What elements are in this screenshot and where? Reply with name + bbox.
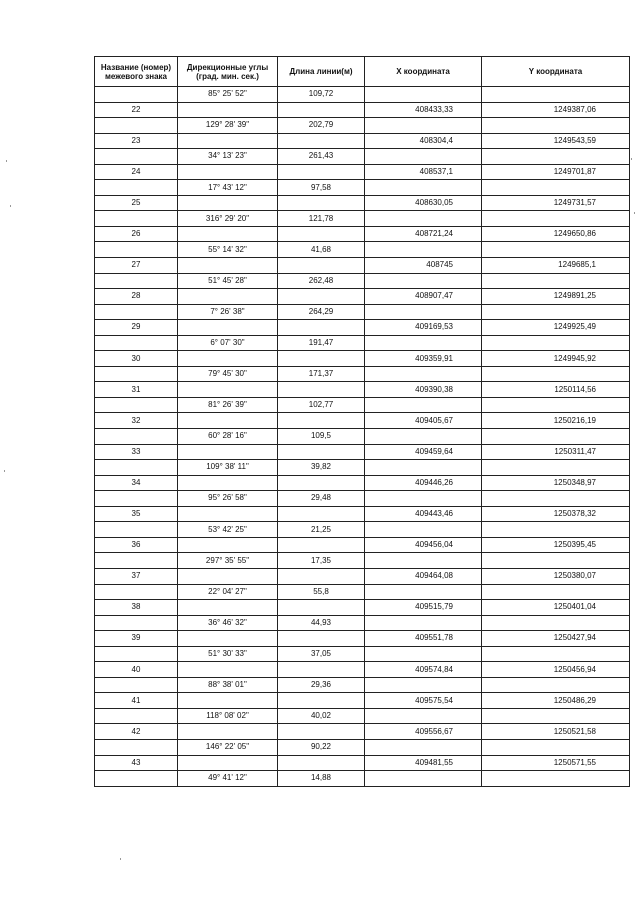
point-row [95, 537, 630, 553]
empty-cell [365, 584, 482, 600]
empty-cell [278, 164, 365, 180]
length-cell: 121,78 [278, 211, 365, 227]
point-name-cell: 33 [95, 444, 178, 460]
point-row [95, 258, 630, 274]
x-coordinate-cell: 408537,1 [365, 164, 482, 180]
y-coordinate-cell: 1250571,55 [482, 755, 630, 771]
angle-cell: 51° 45' 28" [178, 273, 278, 289]
empty-cell [178, 537, 278, 553]
segment-row [95, 366, 630, 382]
x-coordinate-cell: 408304,4 [365, 133, 482, 149]
angle-cell: 79° 45' 30" [178, 366, 278, 382]
angle-cell: 53° 42' 25" [178, 522, 278, 538]
y-coordinate-cell: 1249387,06 [482, 102, 630, 118]
empty-cell [278, 351, 365, 367]
length-cell: 109,72 [278, 87, 365, 103]
header-length: Длина линии(м) [278, 57, 365, 87]
segment-row [95, 522, 630, 538]
empty-cell [482, 397, 630, 413]
empty-cell [482, 366, 630, 382]
empty-cell [365, 739, 482, 755]
point-row [95, 351, 630, 367]
point-row [95, 102, 630, 118]
empty-cell [95, 491, 178, 507]
point-row [95, 506, 630, 522]
empty-cell [95, 522, 178, 538]
point-name-cell: 26 [95, 226, 178, 242]
segment-row [95, 242, 630, 258]
empty-cell [482, 242, 630, 258]
point-row [95, 662, 630, 678]
empty-cell [365, 491, 482, 507]
length-cell: 41,68 [278, 242, 365, 258]
empty-cell [278, 382, 365, 398]
empty-cell [95, 366, 178, 382]
empty-cell [278, 102, 365, 118]
empty-cell [178, 320, 278, 336]
y-coordinate-cell: 1250395,45 [482, 537, 630, 553]
angle-cell: 36° 46' 32" [178, 615, 278, 631]
point-row [95, 289, 630, 305]
segment-row [95, 615, 630, 631]
empty-cell [95, 304, 178, 320]
length-cell: 191,47 [278, 335, 365, 351]
x-coordinate-cell: 409459,64 [365, 444, 482, 460]
segment-row [95, 771, 630, 787]
empty-cell [95, 149, 178, 165]
empty-cell [278, 475, 365, 491]
segment-row [95, 708, 630, 724]
length-cell: 55,8 [278, 584, 365, 600]
empty-cell [365, 335, 482, 351]
x-coordinate-cell: 408721,24 [365, 226, 482, 242]
x-coordinate-cell: 408433,33 [365, 102, 482, 118]
length-cell: 21,25 [278, 522, 365, 538]
point-row [95, 382, 630, 398]
table-header-row [95, 57, 630, 87]
scan-speck [120, 858, 121, 860]
y-coordinate-cell: 1250456,94 [482, 662, 630, 678]
empty-cell [365, 87, 482, 103]
point-row [95, 600, 630, 616]
empty-cell [278, 506, 365, 522]
empty-cell [278, 724, 365, 740]
empty-cell [95, 335, 178, 351]
empty-cell [95, 118, 178, 134]
segment-row [95, 739, 630, 755]
empty-cell [95, 615, 178, 631]
empty-cell [95, 646, 178, 662]
empty-cell [365, 460, 482, 476]
point-name-cell: 29 [95, 320, 178, 336]
y-coordinate-cell: 1250216,19 [482, 413, 630, 429]
length-cell: 97,58 [278, 180, 365, 196]
empty-cell [178, 164, 278, 180]
empty-cell [278, 600, 365, 616]
length-cell: 102,77 [278, 397, 365, 413]
empty-cell [95, 708, 178, 724]
segment-row [95, 646, 630, 662]
empty-cell [178, 258, 278, 274]
scan-speck [631, 158, 632, 160]
angle-cell: 49° 41' 12" [178, 771, 278, 787]
empty-cell [365, 615, 482, 631]
empty-cell [178, 289, 278, 305]
empty-cell [278, 195, 365, 211]
point-name-cell: 27 [95, 258, 178, 274]
y-coordinate-cell: 1249945,92 [482, 351, 630, 367]
empty-cell [178, 568, 278, 584]
angle-cell: 34° 13' 23" [178, 149, 278, 165]
y-coordinate-cell: 1249731,57 [482, 195, 630, 211]
point-row [95, 444, 630, 460]
empty-cell [482, 739, 630, 755]
empty-cell [482, 677, 630, 693]
empty-cell [278, 133, 365, 149]
survey-table [94, 56, 630, 787]
segment-row [95, 180, 630, 196]
x-coordinate-cell: 409575,54 [365, 693, 482, 709]
y-coordinate-cell: 1250380,07 [482, 568, 630, 584]
empty-cell [178, 351, 278, 367]
empty-cell [178, 133, 278, 149]
empty-cell [365, 211, 482, 227]
segment-row [95, 118, 630, 134]
length-cell: 14,88 [278, 771, 365, 787]
angle-cell: 297° 35' 55" [178, 553, 278, 569]
y-coordinate-cell: 1250378,32 [482, 506, 630, 522]
empty-cell [482, 584, 630, 600]
empty-cell [482, 615, 630, 631]
empty-cell [178, 600, 278, 616]
x-coordinate-cell: 409515,79 [365, 600, 482, 616]
length-cell: 264,29 [278, 304, 365, 320]
length-cell: 261,43 [278, 149, 365, 165]
empty-cell [95, 242, 178, 258]
length-cell: 44,93 [278, 615, 365, 631]
angle-cell: 55° 14' 32" [178, 242, 278, 258]
angle-cell: 7° 26' 38" [178, 304, 278, 320]
point-row [95, 195, 630, 211]
y-coordinate-cell: 1250486,29 [482, 693, 630, 709]
point-row [95, 226, 630, 242]
y-coordinate-cell: 1249701,87 [482, 164, 630, 180]
segment-row [95, 491, 630, 507]
empty-cell [95, 211, 178, 227]
empty-cell [95, 460, 178, 476]
segment-row [95, 584, 630, 600]
segment-row [95, 211, 630, 227]
length-cell: 29,48 [278, 491, 365, 507]
point-row [95, 755, 630, 771]
segment-row [95, 304, 630, 320]
y-coordinate-cell: 1250311,47 [482, 444, 630, 460]
length-cell: 90,22 [278, 739, 365, 755]
x-coordinate-cell: 409574,84 [365, 662, 482, 678]
empty-cell [482, 273, 630, 289]
empty-cell [482, 118, 630, 134]
length-cell: 171,37 [278, 366, 365, 382]
empty-cell [482, 335, 630, 351]
x-coordinate-cell: 409169,53 [365, 320, 482, 336]
empty-cell [482, 491, 630, 507]
empty-cell [482, 460, 630, 476]
empty-cell [278, 320, 365, 336]
empty-cell [278, 537, 365, 553]
point-row [95, 133, 630, 149]
angle-cell: 85° 25' 52" [178, 87, 278, 103]
point-row [95, 693, 630, 709]
x-coordinate-cell: 409359,91 [365, 351, 482, 367]
empty-cell [365, 553, 482, 569]
length-cell: 39,82 [278, 460, 365, 476]
empty-cell [482, 149, 630, 165]
empty-cell [278, 413, 365, 429]
empty-cell [95, 677, 178, 693]
x-coordinate-cell: 408630,05 [365, 195, 482, 211]
angle-cell: 316° 29' 20" [178, 211, 278, 227]
empty-cell [365, 118, 482, 134]
y-coordinate-cell: 1250521,58 [482, 724, 630, 740]
x-coordinate-cell: 409551,78 [365, 631, 482, 647]
segment-row [95, 335, 630, 351]
x-coordinate-cell: 409556,67 [365, 724, 482, 740]
empty-cell [482, 87, 630, 103]
empty-cell [365, 708, 482, 724]
empty-cell [95, 397, 178, 413]
table-body [95, 87, 630, 787]
empty-cell [365, 522, 482, 538]
empty-cell [482, 646, 630, 662]
empty-cell [482, 304, 630, 320]
empty-cell [482, 553, 630, 569]
empty-cell [95, 553, 178, 569]
point-row [95, 568, 630, 584]
empty-cell [482, 180, 630, 196]
y-coordinate-cell: 1249650,86 [482, 226, 630, 242]
point-name-cell: 28 [95, 289, 178, 305]
point-name-cell: 25 [95, 195, 178, 211]
point-name-cell: 32 [95, 413, 178, 429]
empty-cell [95, 771, 178, 787]
segment-row [95, 273, 630, 289]
y-coordinate-cell: 1249543,59 [482, 133, 630, 149]
length-cell: 202,79 [278, 118, 365, 134]
empty-cell [365, 646, 482, 662]
empty-cell [178, 444, 278, 460]
angle-cell: 88° 38' 01" [178, 677, 278, 693]
empty-cell [178, 662, 278, 678]
length-cell: 37,05 [278, 646, 365, 662]
angle-cell: 95° 26' 58" [178, 491, 278, 507]
empty-cell [278, 631, 365, 647]
empty-cell [95, 584, 178, 600]
y-coordinate-cell: 1250401,04 [482, 600, 630, 616]
angle-cell: 51° 30' 33" [178, 646, 278, 662]
point-name-cell: 43 [95, 755, 178, 771]
segment-row [95, 460, 630, 476]
x-coordinate-cell: 409456,04 [365, 537, 482, 553]
empty-cell [365, 180, 482, 196]
empty-cell [482, 771, 630, 787]
empty-cell [482, 211, 630, 227]
x-coordinate-cell: 408745 [365, 258, 482, 274]
angle-cell: 81° 26' 39" [178, 397, 278, 413]
y-coordinate-cell: 1249891,25 [482, 289, 630, 305]
segment-row [95, 87, 630, 103]
empty-cell [278, 568, 365, 584]
length-cell: 262,48 [278, 273, 365, 289]
empty-cell [178, 102, 278, 118]
empty-cell [482, 429, 630, 445]
point-row [95, 413, 630, 429]
angle-cell: 109° 38' 11" [178, 460, 278, 476]
point-row [95, 631, 630, 647]
x-coordinate-cell: 409405,67 [365, 413, 482, 429]
segment-row [95, 429, 630, 445]
scan-speck [10, 205, 11, 207]
header-angle: Дирекционные углы (град. мин. сек.) [178, 57, 278, 87]
empty-cell [178, 506, 278, 522]
empty-cell [365, 304, 482, 320]
empty-cell [365, 397, 482, 413]
point-name-cell: 22 [95, 102, 178, 118]
point-row [95, 724, 630, 740]
point-name-cell: 36 [95, 537, 178, 553]
empty-cell [365, 149, 482, 165]
point-name-cell: 23 [95, 133, 178, 149]
angle-cell: 146° 22' 05" [178, 739, 278, 755]
empty-cell [178, 382, 278, 398]
point-name-cell: 31 [95, 382, 178, 398]
point-name-cell: 30 [95, 351, 178, 367]
point-name-cell: 41 [95, 693, 178, 709]
header-y: Y координата [482, 57, 630, 87]
length-cell: 109,5 [278, 429, 365, 445]
empty-cell [482, 522, 630, 538]
y-coordinate-cell: 1249685,1 [482, 258, 630, 274]
empty-cell [178, 195, 278, 211]
header-x: X координата [365, 57, 482, 87]
point-name-cell: 42 [95, 724, 178, 740]
empty-cell [178, 226, 278, 242]
empty-cell [178, 413, 278, 429]
x-coordinate-cell: 409443,46 [365, 506, 482, 522]
point-name-cell: 24 [95, 164, 178, 180]
y-coordinate-cell: 1250114,56 [482, 382, 630, 398]
empty-cell [178, 755, 278, 771]
point-row [95, 475, 630, 491]
segment-row [95, 397, 630, 413]
point-name-cell: 34 [95, 475, 178, 491]
empty-cell [178, 724, 278, 740]
x-coordinate-cell: 409464,08 [365, 568, 482, 584]
point-name-cell: 39 [95, 631, 178, 647]
empty-cell [278, 755, 365, 771]
empty-cell [95, 273, 178, 289]
empty-cell [365, 273, 482, 289]
point-name-cell: 37 [95, 568, 178, 584]
empty-cell [365, 429, 482, 445]
empty-cell [365, 677, 482, 693]
empty-cell [278, 444, 365, 460]
header-name: Название (номер) межевого знака [95, 57, 178, 87]
empty-cell [278, 662, 365, 678]
point-name-cell: 38 [95, 600, 178, 616]
angle-cell: 118° 08' 02" [178, 708, 278, 724]
empty-cell [278, 258, 365, 274]
y-coordinate-cell: 1249925,49 [482, 320, 630, 336]
x-coordinate-cell: 409481,55 [365, 755, 482, 771]
empty-cell [365, 771, 482, 787]
empty-cell [482, 708, 630, 724]
empty-cell [278, 289, 365, 305]
empty-cell [95, 739, 178, 755]
length-cell: 40,02 [278, 708, 365, 724]
empty-cell [178, 693, 278, 709]
empty-cell [178, 475, 278, 491]
angle-cell: 129° 28' 39" [178, 118, 278, 134]
scan-speck [6, 160, 7, 162]
scan-speck [4, 470, 5, 472]
point-name-cell: 40 [95, 662, 178, 678]
segment-row [95, 677, 630, 693]
segment-row [95, 149, 630, 165]
empty-cell [365, 242, 482, 258]
empty-cell [178, 631, 278, 647]
length-cell: 17,35 [278, 553, 365, 569]
x-coordinate-cell: 409446,26 [365, 475, 482, 491]
y-coordinate-cell: 1250348,97 [482, 475, 630, 491]
x-coordinate-cell: 409390,38 [365, 382, 482, 398]
empty-cell [278, 693, 365, 709]
angle-cell: 22° 04' 27" [178, 584, 278, 600]
empty-cell [95, 87, 178, 103]
empty-cell [95, 180, 178, 196]
point-name-cell: 35 [95, 506, 178, 522]
angle-cell: 6° 07' 30" [178, 335, 278, 351]
segment-row [95, 553, 630, 569]
y-coordinate-cell: 1250427,94 [482, 631, 630, 647]
empty-cell [365, 366, 482, 382]
scan-speck [634, 212, 635, 214]
angle-cell: 60° 28' 16" [178, 429, 278, 445]
x-coordinate-cell: 408907,47 [365, 289, 482, 305]
point-row [95, 164, 630, 180]
empty-cell [95, 429, 178, 445]
angle-cell: 17° 43' 12" [178, 180, 278, 196]
length-cell: 29,36 [278, 677, 365, 693]
empty-cell [278, 226, 365, 242]
point-row [95, 320, 630, 336]
